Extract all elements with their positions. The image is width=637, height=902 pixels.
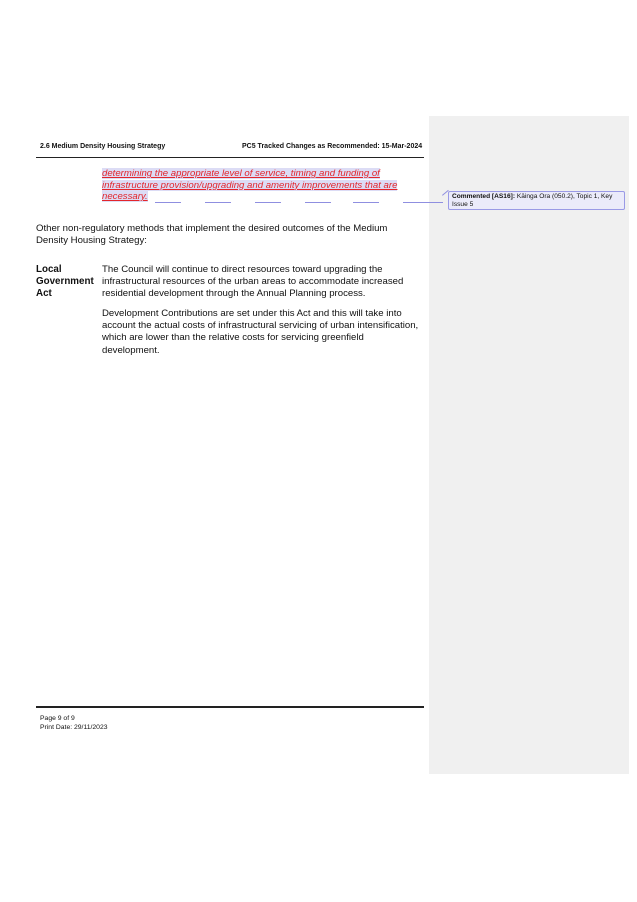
header-tracked-changes: PC5 Tracked Changes as Recommended: 15-Mar-2024 [242,143,423,150]
deletion-mark [205,202,231,203]
comment-author: Commented [AS16]: [452,193,516,200]
act-paragraph-2: Development Contributions are set under this Act and this will take into account the actual costs of infrastructural servicing of urban intensification, which are lower than the relative costs for servicing greenfield development. [102,308,419,356]
insertion-line-3: necessary. [102,191,148,203]
act-label: Local Government Act [36,264,94,299]
intro-paragraph: Other non-regulatory methods that implement the desired outcomes of the Medium Density Housing Strategy: [36,223,388,247]
act-paragraph-1: The Council will continue to direct resources toward upgrading the infrastructural resources of the urban areas to accommodate increased residential development through the Annual Planning process. [102,264,404,300]
comment-margin-pane [429,116,629,774]
footer-page-number: Page 9 of 9 [40,715,75,722]
footer-divider [36,706,424,708]
header-section-title: 2.6 Medium Density Housing Strategy [40,143,166,150]
insertion-line-1: determining the appropriate level of service, timing and funding of [102,168,380,179]
deletion-mark [353,202,379,203]
comment-text: Kāinga Ora (050.2), Topic 1, Key Issue 5 [452,193,613,209]
comment-connector [403,202,443,203]
insertion-line-2: infrastructure provision/upgrading and amenity improvements that are [102,179,398,191]
tracked-insertion[interactable] [102,168,412,203]
deletion-mark [305,202,331,203]
tracked-deletion-marks [155,200,425,204]
header-divider [36,157,424,158]
deletion-mark [155,202,181,203]
comment-balloon[interactable] [448,191,625,210]
footer-print-date: Print Date: 29/11/2023 [40,724,108,731]
deletion-mark [255,202,281,203]
